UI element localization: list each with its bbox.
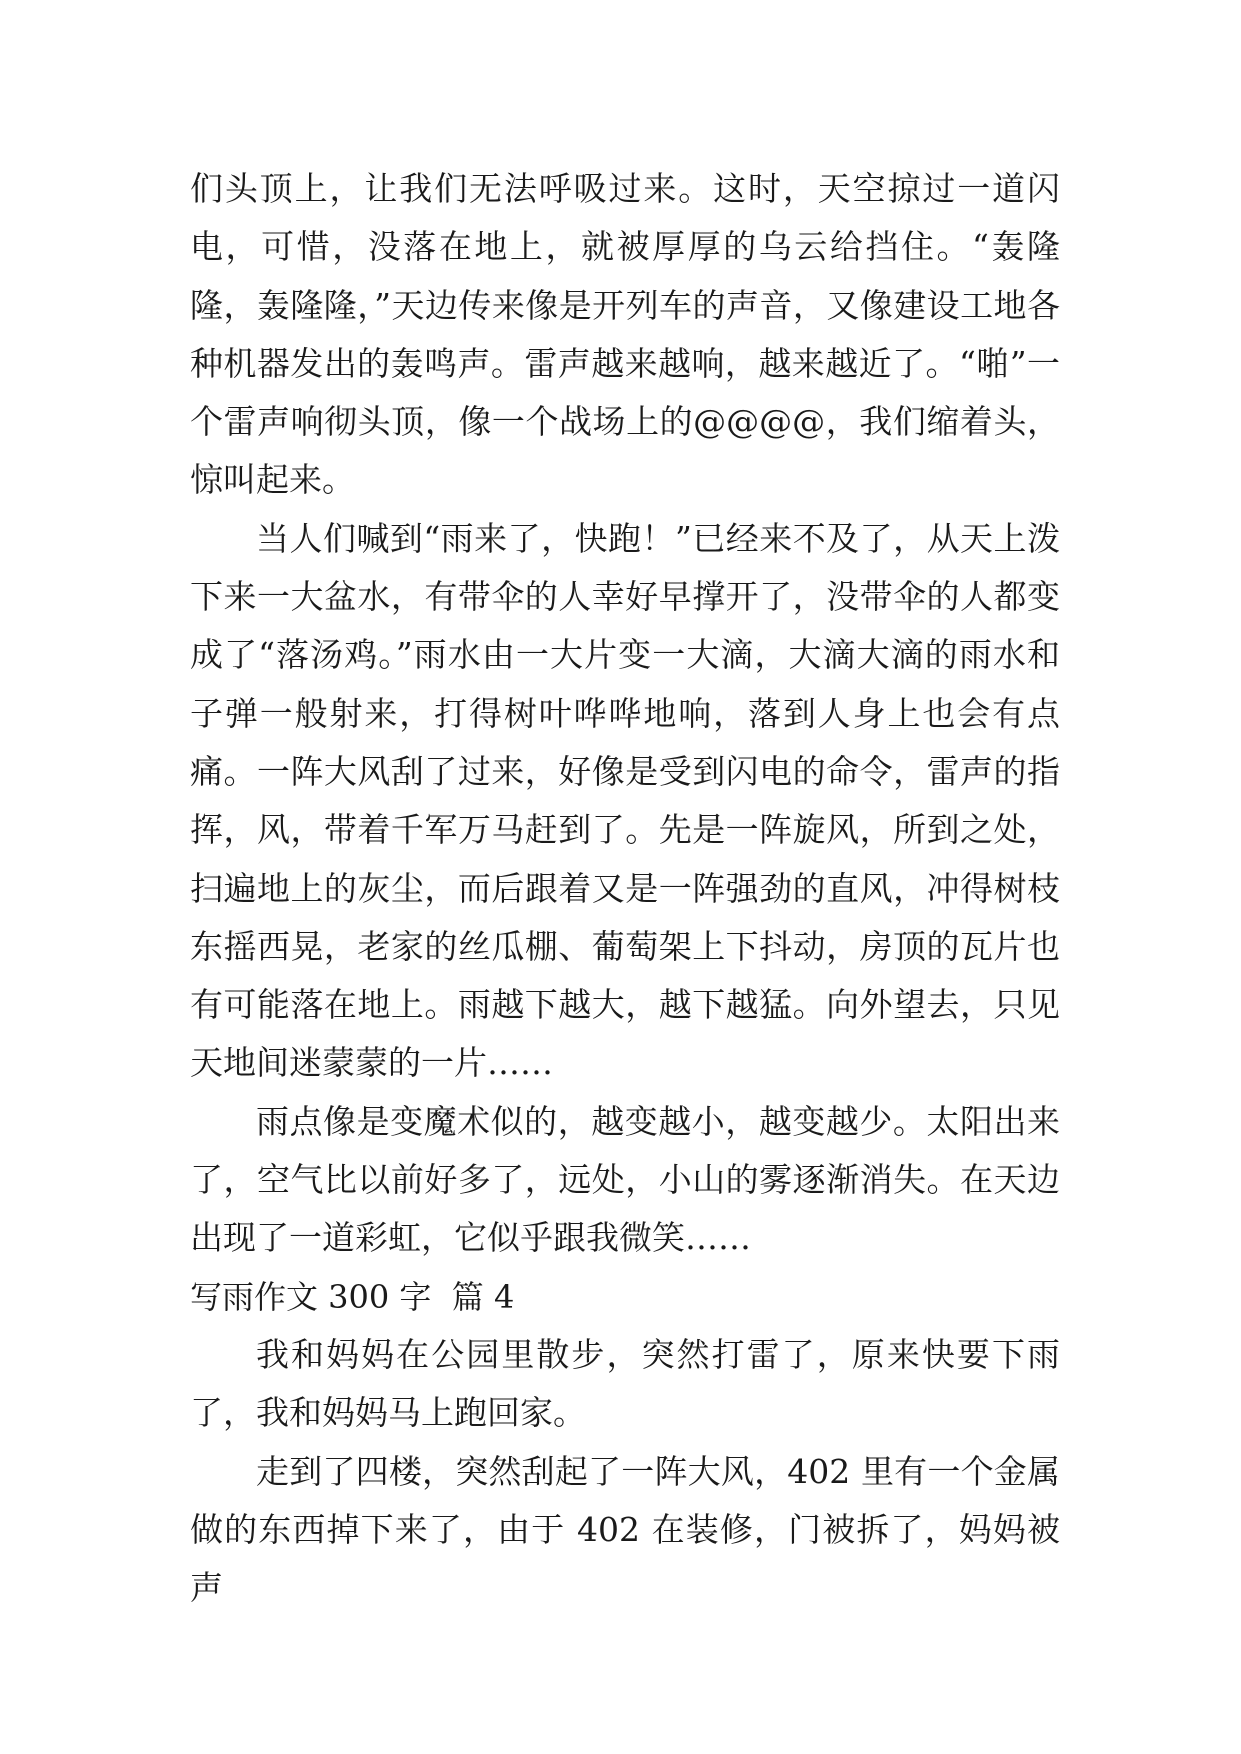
section-heading: 写雨作文 300 字 篇 4: [190, 1277, 515, 1316]
paragraph-3: 雨点像是变魔术似的，越变越小，越变越少。太阳出来了，空气比以前好多了，远处，小山的雾逐渐消失。在天边出现了一道彩虹，它似乎跟我微笑……: [190, 1101, 1060, 1258]
paragraph-1: 们头顶上，让我们无法呼吸过来。这时，天空掠过一道闪电，可惜，没落在地上，就被厚厚的乌云给挡住。“轰隆隆，轰隆隆，”天边传来像是开列车的声音，又像建设工地各种机器发出的轰鸣声。雷声越来越响，越来越近了。“啪”一个雷声响彻头顶，像一个战场上的@@@@，我们缩着头，惊叫起来。: [190, 169, 1060, 500]
essay-text: [190, 160, 1060, 1617]
paragraph-2: 当人们喊到“雨来了，快跑！”已经来不及了，从天上泼下来一大盆水，有带伞的人幸好早撑开了，没带伞的人都变成了“落汤鸡。”雨水由一大片变一大滴，大滴大滴的雨水和子弹一般射来，打得树叶哗哗地响，落到人身上也会有点痛。一阵大风刮了过来，好像是受到闪电的命令，雷声的指挥，风，带着千军万马赶到了。先是一阵旋风，所到之处，扫遍地上的灰尘，而后跟着又是一阵强劲的直风，冲得树枝东摇西晃，老家的丝瓜棚、葡萄架上下抖动，房顶的瓦片也有可能落在地上。雨越下越大，越下越猛。向外望去，只见天地间迷蒙蒙的一片……: [190, 518, 1060, 1083]
paragraph-4: 我和妈妈在公园里散步，突然打雷了，原来快要下雨了，我和妈妈马上跑回家。: [190, 1334, 1060, 1433]
paragraph-5: 走到了四楼，突然刮起了一阵大风，402 里有一个金属做的东西掉下来了，由于 402 在装修，门被拆了，妈妈被声: [190, 1451, 1060, 1608]
